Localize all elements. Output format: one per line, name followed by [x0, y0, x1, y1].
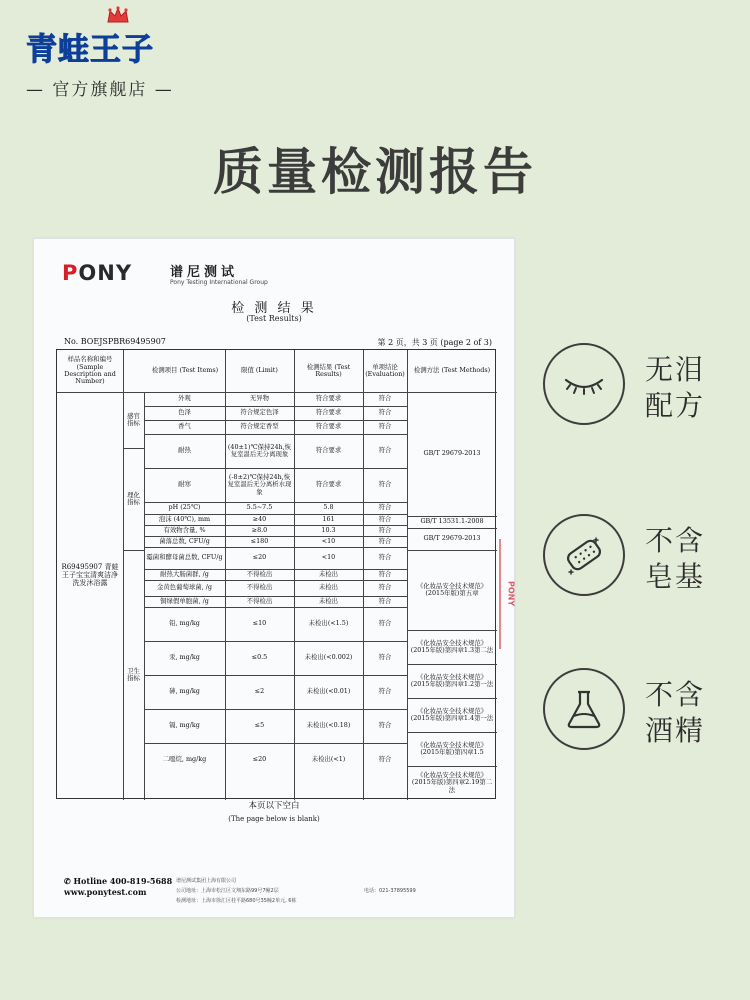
- cell-limit: ≤20: [252, 755, 267, 764]
- cell-item: 菌落总数, CFU/g: [159, 536, 210, 545]
- report-page-info: 第 2 页，共 3 页 (page 2 of 3): [377, 338, 492, 347]
- red-stamp: PONY: [499, 539, 521, 649]
- category-sensory: 感官指标: [127, 411, 140, 427]
- feature-tear-free-line1: 无泪: [645, 353, 706, 386]
- cell-result: 未检出: [318, 569, 339, 578]
- cell-limit: (40±1)℃保持24h,恢复室温后无分离现象: [227, 442, 292, 458]
- cell-item: 耐寒: [178, 480, 191, 489]
- cell-eval: 符合: [378, 596, 392, 605]
- method-ph: GB/T 13531.1-2008: [420, 517, 484, 526]
- cell-item: 二噁烷, mg/kg: [162, 755, 207, 764]
- cell-eval: 符合: [378, 687, 392, 696]
- company-name-cn: 谱尼测试: [170, 265, 239, 280]
- header-methods: 检测方法 (Test Methods): [413, 366, 491, 375]
- cell-limit: 符合规定香型: [240, 422, 279, 431]
- footer-tel: 电话：021-37895599: [364, 888, 416, 894]
- cell-limit: ≥40: [252, 514, 267, 523]
- cell-eval: 符合: [378, 525, 392, 534]
- method-lead: 《化妆品安全技术规范》(2015年版)第四章1.3第二法: [410, 638, 494, 654]
- test-report-image: [33, 238, 515, 918]
- method-arsenic: 《化妆品安全技术规范》(2015年版)第四章1.4第一法: [410, 706, 494, 722]
- cell-result: 符合要求: [315, 446, 342, 455]
- cell-eval: 符合: [378, 721, 392, 730]
- cell-item: 香气: [178, 422, 191, 431]
- method-foam: GB/T 29679-2013: [423, 534, 481, 543]
- cell-eval: 符合: [378, 583, 392, 592]
- feature-tear-free-line2: 配方: [645, 389, 706, 422]
- cell-result: 10.3: [321, 525, 336, 534]
- cell-eval: 符合: [378, 394, 392, 403]
- soap-bar-icon: [543, 514, 625, 596]
- cell-item: 铅, mg/kg: [169, 619, 200, 628]
- sample-description: R69495907 青蛙王子宝宝清爽洁净洗发沐浴露: [61, 562, 119, 588]
- cell-limit: 不得检出: [246, 583, 273, 592]
- flask-icon: [543, 668, 625, 750]
- cell-limit: 不得检出: [246, 596, 273, 605]
- cell-item: 砷, mg/kg: [169, 687, 200, 696]
- header-sample: 样品名称和编号 (Sample Description and Number): [64, 355, 116, 386]
- cell-eval: 符合: [378, 536, 392, 545]
- cell-item: 泡沫 (40℃), mm: [158, 514, 211, 523]
- feature-no-alcohol-line2: 酒精: [645, 714, 706, 747]
- pony-logo-text: ONY: [78, 261, 133, 285]
- cell-limit: (-8±2)℃保持24h,恢复室温后无分离析水现象: [227, 472, 292, 496]
- cell-result: 未检出(<0.18): [306, 721, 351, 730]
- feature-no-alcohol: [543, 668, 733, 750]
- cell-item: 色泽: [178, 408, 191, 417]
- footer-address: 公司地址：上海市松江区文翔东路99号7幢2层: [176, 888, 279, 894]
- blank-note-en: (The page below is blank): [228, 815, 320, 823]
- cell-result: 161: [322, 514, 335, 523]
- header-items: 检测项目 (Test Items): [151, 366, 219, 375]
- cell-limit: ≤180: [250, 536, 269, 545]
- cell-item: 有效物含量, %: [163, 525, 206, 534]
- category-hygiene: 卫生指标: [127, 666, 140, 682]
- cell-limit: 符合规定色泽: [240, 408, 279, 417]
- footer-company: 谱尼测试集团上海有限公司: [176, 878, 237, 884]
- header-evaluation: 单项结论 (Evaluation): [365, 362, 405, 378]
- cell-result: 5.8: [323, 503, 334, 512]
- report-title: 检 测 结 果: [231, 301, 317, 316]
- cell-result: <10: [321, 553, 336, 562]
- feature-no-soap-base: [543, 514, 733, 596]
- report-number: No. BOEJSPBR69495907: [64, 337, 166, 346]
- cell-eval: 符合: [378, 569, 392, 578]
- cell-eval: 符合: [378, 422, 392, 431]
- blank-note-cn: 本页以下空白: [248, 801, 300, 811]
- cell-result: 符合要求: [315, 394, 342, 403]
- cell-result: 未检出: [318, 583, 339, 592]
- cell-result: 未检出(<0.002): [304, 653, 353, 662]
- feature-no-alcohol-line1: 不含: [645, 678, 706, 711]
- cell-limit: ≤20: [252, 553, 267, 562]
- cell-limit: 5.5~7.5: [246, 503, 273, 512]
- brand-logo-block[interactable]: [26, 24, 176, 100]
- company-name-en: Pony Testing International Group: [170, 279, 268, 286]
- cell-item: 金黄色葡萄球菌, /g: [156, 583, 213, 592]
- header-limit: 限值 (Limit): [241, 366, 278, 375]
- cell-result: <10: [321, 536, 336, 545]
- crown-icon: [106, 6, 130, 24]
- cell-limit: ≥8.0: [251, 525, 268, 534]
- cell-eval: 符合: [378, 653, 392, 662]
- cell-item: 外观: [178, 394, 191, 403]
- brand-name: 青蛙王子: [26, 32, 154, 68]
- hotline: ✆ Hotline 400-819-5688: [64, 876, 173, 886]
- method-mercury: 《化妆品安全技术规范》(2015年版)第四章1.2第一法: [410, 672, 494, 688]
- cell-result: 符合要求: [315, 422, 342, 431]
- category-physchem: 理化指标: [127, 490, 140, 506]
- cell-limit: ≤0.5: [251, 653, 268, 662]
- website: www.ponytest.com: [64, 887, 147, 897]
- feature-no-soap-line1: 不含: [645, 524, 706, 557]
- brand-subtitle: — 官方旗舰店 —: [26, 80, 174, 100]
- pony-logo: PONY: [62, 261, 133, 285]
- cell-limit: ≤2: [254, 687, 265, 696]
- header-results: 检测结果 (Test Results): [306, 362, 351, 378]
- eye-closed-icon: [543, 343, 625, 425]
- cell-item: 镉, mg/kg: [169, 721, 200, 730]
- method-cadmium: 《化妆品安全技术规范》(2015年版)第四章1.5: [416, 740, 488, 756]
- footer-lab-address: 检测地址：上海市徐汇区桂平路680号35幢2单元, 6栋: [176, 898, 297, 904]
- cell-eval: 符合: [378, 514, 392, 523]
- cell-limit: ≤10: [252, 619, 267, 628]
- cell-result: 符合要求: [315, 408, 342, 417]
- cell-eval: 符合: [378, 619, 392, 628]
- feature-tear-free: [543, 343, 733, 425]
- cell-result: 未检出(<0.01): [306, 687, 351, 696]
- cell-limit: ≤5: [254, 721, 265, 730]
- cell-item: 汞, mg/kg: [169, 653, 200, 662]
- cell-eval: 符合: [378, 503, 392, 512]
- page-title: 质量检测报告: [213, 143, 537, 201]
- cell-result: 未检出(<1): [311, 755, 346, 764]
- feature-no-soap-line2: 皂基: [645, 560, 706, 593]
- cell-item: 耐热: [178, 446, 191, 455]
- cell-result: 未检出(<1.5): [308, 619, 349, 628]
- method-dioxane: 《化妆品安全技术规范》(2015年版)第四章2.19第二法: [411, 770, 493, 794]
- cell-eval: 符合: [378, 446, 392, 455]
- cell-item: 铜绿假单胞菌, /g: [160, 596, 209, 605]
- cell-eval: 符合: [378, 408, 392, 417]
- cell-item: pH (25℃): [168, 503, 201, 512]
- cell-eval: 符合: [378, 755, 392, 764]
- cell-eval: 符合: [378, 553, 392, 562]
- method-micro: 《化妆品安全技术规范》(2015年版)第五章: [416, 581, 488, 597]
- results-table: [56, 349, 496, 799]
- cell-item: 霉菌和酵母菌总数, CFU/g: [146, 553, 223, 562]
- cell-item: 耐热大肠菌群, /g: [160, 569, 209, 578]
- cell-eval: 符合: [378, 480, 392, 489]
- report-subtitle: (Test Results): [246, 314, 302, 323]
- cell-limit: 无异物: [249, 394, 270, 403]
- method-sensory-physchem: GB/T 29679-2013: [423, 449, 481, 458]
- cell-result: 未检出: [318, 596, 339, 605]
- cell-result: 符合要求: [315, 480, 342, 489]
- cell-limit: 不得检出: [246, 569, 273, 578]
